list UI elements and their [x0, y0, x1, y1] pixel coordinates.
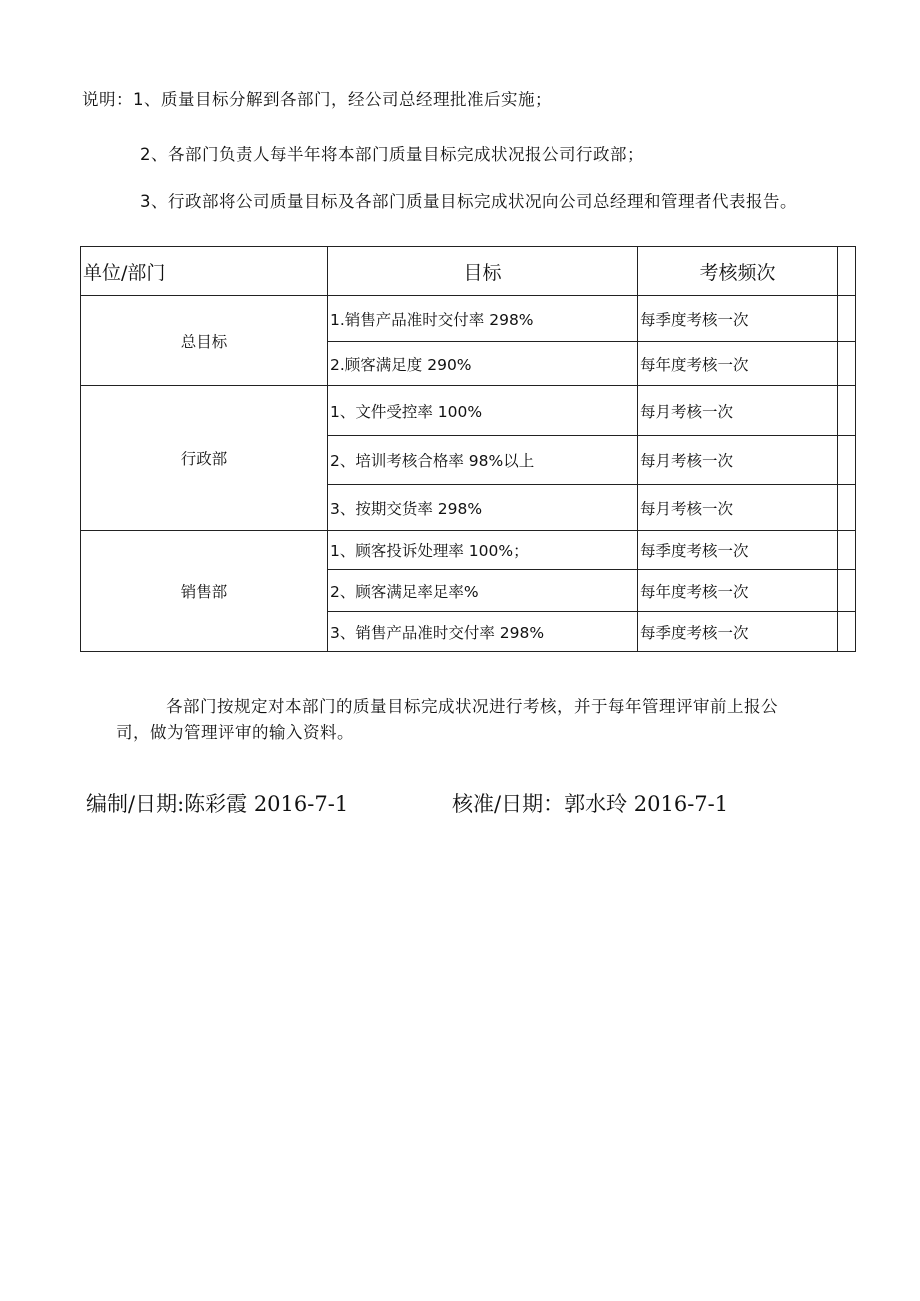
goal-cell: 3、销售产品准时交付率 298% — [328, 612, 638, 652]
extra-cell — [838, 570, 856, 612]
goal-cell: 3、按期交货率 298% — [328, 485, 638, 531]
extra-cell — [838, 531, 856, 570]
header-extra-cell — [838, 247, 856, 296]
dept-cell-admin: 行政部 — [81, 386, 328, 531]
header-dept: 单位/部门 — [81, 247, 328, 296]
goal-cell: 2、顾客满足率足率% — [328, 570, 638, 612]
frequency-cell: 每季度考核一次 — [638, 531, 838, 570]
frequency-cell: 每月考核一次 — [638, 436, 838, 485]
dept-cell-sales: 销售部 — [81, 531, 328, 652]
frequency-cell: 每年度考核一次 — [638, 570, 838, 612]
frequency-cell: 每季度考核一次 — [638, 612, 838, 652]
goal-cell: 1.销售产品准时交付率 298% — [328, 296, 638, 342]
approved-by-signature: 核准/日期：郭水玲 2016-7-1 — [452, 792, 729, 816]
goal-cell: 2.顾客满足度 290% — [328, 342, 638, 386]
extra-cell — [838, 342, 856, 386]
frequency-cell: 每年度考核一次 — [638, 342, 838, 386]
goal-cell: 2、培训考核合格率 98%以上 — [328, 436, 638, 485]
header-goal: 目标 — [328, 247, 638, 296]
note-line-1: 说明：1、质量目标分解到各部门，经公司总经理批准后实施； — [82, 90, 552, 109]
frequency-cell: 每季度考核一次 — [638, 296, 838, 342]
extra-cell — [838, 386, 856, 436]
extra-cell — [838, 612, 856, 652]
table-row — [81, 386, 856, 436]
goal-cell: 1、文件受控率 100% — [328, 386, 638, 436]
note-line-3: 3、行政部将公司质量目标及各部门质量目标完成状况向公司总经理和管理者代表报告。 — [140, 192, 797, 211]
frequency-cell: 每月考核一次 — [638, 485, 838, 531]
prepared-by-signature: 编制/日期:陈彩霞 2016-7-1 — [86, 792, 349, 816]
frequency-cell: 每月考核一次 — [638, 386, 838, 436]
quality-goals-table — [80, 246, 856, 652]
paragraph-line-2: 司，做为管理评审的输入资料。 — [116, 723, 354, 742]
note-line-2: 2、各部门负责人每半年将本部门质量目标完成状况报公司行政部； — [140, 145, 644, 164]
extra-cell — [838, 436, 856, 485]
dept-cell-total: 总目标 — [81, 296, 328, 386]
header-frequency: 考核频次 — [638, 247, 838, 296]
assessment-paragraph — [116, 694, 840, 746]
extra-cell — [838, 485, 856, 531]
paragraph-line-1: 各部门按规定对本部门的质量目标完成状况进行考核，并于每年管理评审前上报公 — [166, 697, 778, 716]
table-row — [81, 531, 856, 570]
extra-cell — [838, 296, 856, 342]
goal-cell: 1、顾客投诉处理率 100%； — [328, 531, 638, 570]
table-header-row — [81, 247, 856, 296]
table-row — [81, 296, 856, 342]
